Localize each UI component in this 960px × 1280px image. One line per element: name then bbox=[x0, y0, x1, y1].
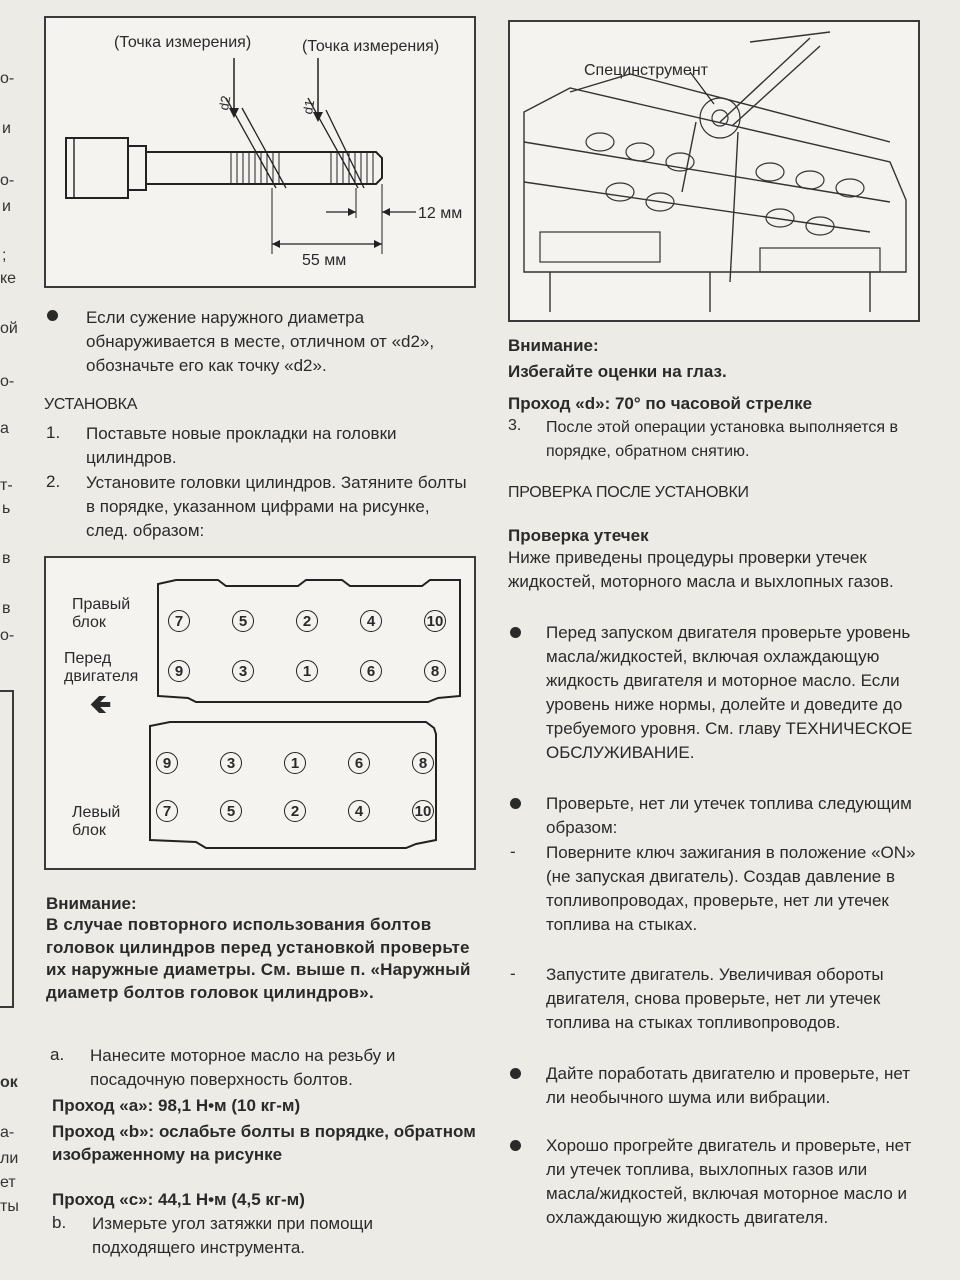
substep-b: Измерьте угол затяжки при помощи подходящего инструмента. bbox=[92, 1214, 374, 1257]
pass-c: Проход «c»: 44,1 Н•м (4,5 кг-м) bbox=[52, 1190, 305, 1209]
measure-point-label: (Точка измерения) bbox=[302, 38, 440, 55]
check-fuel-ignition: Поверните ключ зажигания в положение «ON» (не запуская двигатель). Создав давление в топливопроводах, проверьте, нет ли утечек топлива на стыках. bbox=[546, 843, 916, 934]
step-3: После этой операции установка выполняется в порядке, обратном снятию. bbox=[546, 419, 899, 460]
check-fuel: Проверьте, нет ли утечек топлива следующим образом: bbox=[546, 794, 912, 837]
pass-b: Проход «b»: ослабьте болты в порядке, обратном изображенному на рисунке bbox=[52, 1122, 476, 1164]
step-number: 2. bbox=[46, 472, 61, 491]
front-label: Перед двигателя bbox=[64, 650, 139, 685]
bolt-diagram bbox=[44, 16, 476, 288]
bullet-icon bbox=[510, 1140, 521, 1151]
arrow-left-icon: 🡸 bbox=[90, 689, 112, 719]
bolt-number: 1 bbox=[296, 660, 318, 682]
bolt-number: 7 bbox=[168, 610, 190, 632]
d1-label: d1 bbox=[300, 98, 318, 116]
check-fluids: Перед запуском двигателя проверьте уровень масла/жидкостей, включая охлаждающую жидкость двигателя и моторное масло. Если уровень ниже нормы, долейте и доведите до требуемого уровня. См. главу ТЕХНИЧЕСКОЕ ОБСЛУЖИВАНИЕ. bbox=[546, 623, 913, 762]
margin-fragment: о- bbox=[0, 373, 15, 390]
bullet-icon bbox=[510, 627, 521, 638]
margin-fragment: ты bbox=[0, 1198, 19, 1215]
step-2: Установите головки цилиндров. Затяните болты в порядке, указанном цифрами на рисунке, след. образом: bbox=[86, 473, 467, 540]
bolt-number: 1 bbox=[284, 752, 306, 774]
margin-fragment: о- bbox=[0, 70, 15, 87]
tightening-order-diagram bbox=[44, 556, 476, 870]
margin-fragment: ке bbox=[0, 270, 17, 287]
margin-fragment: ок bbox=[0, 1074, 18, 1091]
pass-a: Проход «a»: 98,1 Н•м (10 кг-м) bbox=[52, 1096, 301, 1115]
bolt-number: 8 bbox=[424, 660, 446, 682]
step-number: 1. bbox=[46, 423, 61, 442]
margin-fragment: в bbox=[2, 550, 11, 567]
check-noise: Дайте поработать двигателю и проверьте, нет ли необычного шума или вибрации. bbox=[546, 1064, 911, 1107]
bolt-number: 6 bbox=[348, 752, 370, 774]
margin-fragment: в bbox=[2, 600, 11, 617]
margin-fragment: и bbox=[2, 198, 11, 215]
dash: - bbox=[510, 842, 516, 861]
engine-illustration bbox=[508, 20, 920, 322]
check-fuel-running: Запустите двигатель. Увеличивая обороты двигателя, снова проверьте, нет ли утечек топлива на стыках топливопроводов. bbox=[546, 965, 884, 1032]
leak-check-intro: Ниже приведены процедуры проверки утечек жидкостей, моторного масла и выхлопных газов. bbox=[508, 548, 894, 591]
warning-body: Избегайте оценки на глаз. bbox=[508, 362, 727, 381]
step-1: Поставьте новые прокладки на головки цилиндров. bbox=[86, 424, 397, 467]
bolt-number: 8 bbox=[412, 752, 434, 774]
margin-fragment: ой bbox=[0, 320, 18, 337]
bolt-number: 6 bbox=[360, 660, 382, 682]
margin-fragment: ь bbox=[2, 500, 11, 517]
bolt-number: 9 bbox=[168, 660, 190, 682]
margin-fragment: ; bbox=[2, 247, 7, 264]
bullet-icon bbox=[510, 798, 521, 809]
bolt-number: 9 bbox=[156, 752, 178, 774]
bolt-number: 3 bbox=[220, 752, 242, 774]
bolt-number: 3 bbox=[232, 660, 254, 682]
margin-fragment: ли bbox=[0, 1150, 19, 1167]
note-d2: Если сужение наружного диаметра обнаруживается в месте, отличном от «d2», обозначьте его как точку «d2». bbox=[86, 308, 435, 375]
bolt-number: 5 bbox=[220, 800, 242, 822]
margin-fragment: ет bbox=[0, 1174, 16, 1191]
warning-title: Внимание: bbox=[46, 894, 137, 913]
right-bank-label: Правый блок bbox=[72, 596, 131, 631]
bolt-number: 5 bbox=[232, 610, 254, 632]
bolt-number: 4 bbox=[360, 610, 382, 632]
margin-fragment: о- bbox=[0, 627, 15, 644]
bolt-number: 10 bbox=[424, 610, 446, 632]
prev-page-frame bbox=[0, 690, 14, 1008]
bolt-number: 4 bbox=[348, 800, 370, 822]
dimension-12mm: 12 мм bbox=[418, 205, 463, 222]
section-check: ПРОВЕРКА ПОСЛЕ УСТАНОВКИ bbox=[508, 484, 749, 501]
dimension-55mm: 55 мм bbox=[302, 252, 347, 269]
bolt-number: 2 bbox=[296, 610, 318, 632]
measure-point-label: (Точка измерения) bbox=[114, 34, 252, 51]
step-number: 3. bbox=[508, 417, 522, 434]
bullet-icon bbox=[510, 1068, 521, 1079]
margin-fragment: а- bbox=[0, 1124, 15, 1141]
dash: - bbox=[510, 964, 516, 983]
bolt-number: 7 bbox=[156, 800, 178, 822]
substep-label: b. bbox=[52, 1213, 67, 1232]
special-tool-label: Специнструмент bbox=[584, 62, 708, 79]
margin-fragment: а bbox=[0, 420, 9, 437]
margin-fragment: о- bbox=[0, 172, 15, 189]
d2-label: d2 bbox=[216, 94, 234, 112]
substep-label: a. bbox=[50, 1045, 65, 1064]
warning-title: Внимание: bbox=[508, 336, 599, 355]
left-bank-label: Левый блок bbox=[72, 804, 121, 839]
engine-drawing bbox=[510, 22, 918, 320]
substep-a: Нанесите моторное масло на резьбу и посадочную поверхность болтов. bbox=[90, 1046, 396, 1089]
margin-fragment: т- bbox=[0, 477, 13, 494]
check-warm-engine: Хорошо прогрейте двигатель и проверьте, нет ли утечек топлива, выхлопных газов или масла/жидкостей, включая моторное масло и охлаждающую жидкость двигателя. bbox=[546, 1136, 912, 1227]
bolt-number: 2 bbox=[284, 800, 306, 822]
margin-fragment: и bbox=[2, 120, 11, 137]
warning-body: В случае повторного использования болтов головок цилиндров перед установкой проверьте их наружные диаметры. См. выше п. «Наружный диаметр болтов головок цилиндров». bbox=[46, 915, 471, 1002]
bolt-drawing bbox=[46, 18, 474, 286]
leak-check-title: Проверка утечек bbox=[508, 526, 649, 545]
pass-d: Проход «d»: 70° по часовой стрелке bbox=[508, 394, 813, 413]
bolt-number: 10 bbox=[412, 800, 434, 822]
section-install: УСТАНОВКА bbox=[44, 396, 138, 413]
bullet-icon bbox=[47, 310, 58, 321]
